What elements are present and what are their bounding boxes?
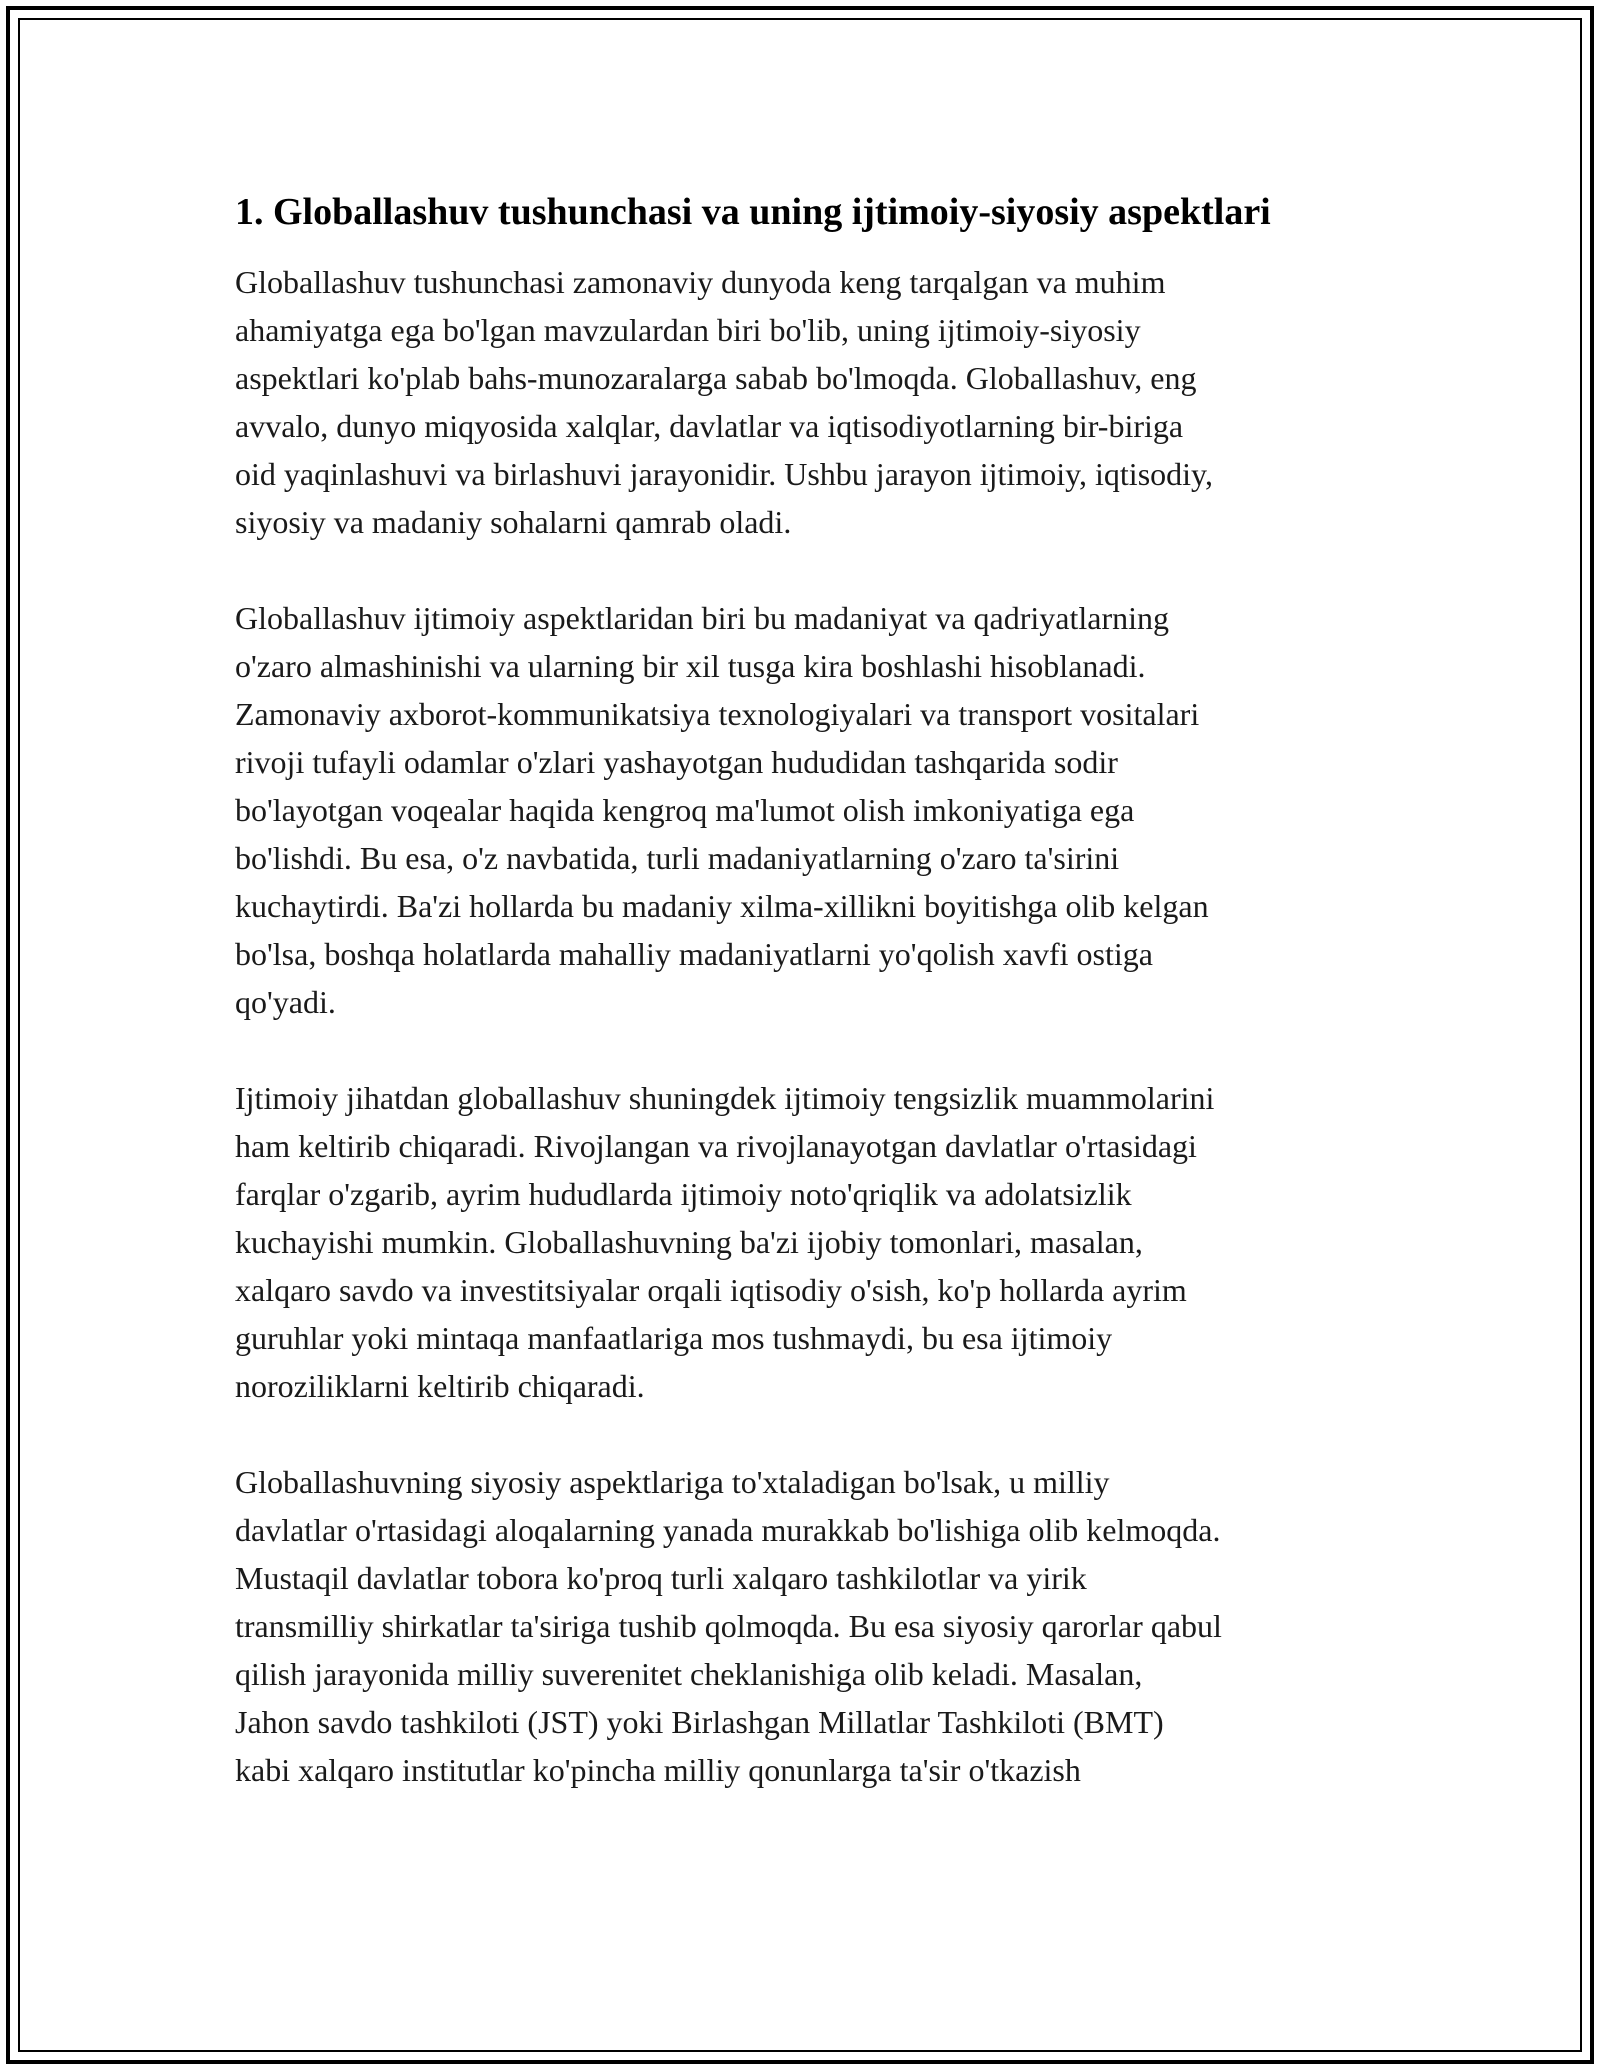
section-heading: 1. Globallashuv tushunchasi va uning ijtimoiy-siyosiy aspektlari [235, 191, 1271, 233]
paragraph-2: Globallashuv ijtimoiy aspektlaridan biri bu madaniyat va qadriyatlarning o'zaro almashinishi va ularning bir xil tusga kira boshlashi hisoblanadi. Zamonaviy axborot-kommunikatsiya texnologiyalari va transport vositalari rivoji tufayli odamlar o'zlari yashayotgan hududidan tashqarida sodir bo'layotgan voqealar haqida kengroq ma'lumot olish imkoniyatiga ega bo'lishdi. Bu esa, o'z navbatida, turli madaniyatlarning o'zaro ta'sirini kuchaytirdi. Ba'zi hollarda bu madaniy xilma-xillikni boyitishga olib kelgan bo'lsa, boshqa holatlarda mahalliy madaniyatlarni yo'qolish xavfi ostiga qo'yadi. [235, 600, 1209, 1020]
paragraph-4: Globallashuvning siyosiy aspektlariga to'xtaladigan bo'lsak, u milliy davlatlar o'rtasidagi aloqalarning yanada murakkab bo'lishiga olib kelmoqda. Mustaqil davlatlar tobora ko'proq turli xalqaro tashkilotlar va yirik transmilliy shirkatlar ta'siriga tushib qolmoqda. Bu esa siyosiy qarorlar qabul qilish jarayonida milliy suverenitet cheklanishiga olib keladi. Masalan, Jahon savdo tashkiloti (JST) yoki Birlashgan Millatlar Tashkiloti (BMT) kabi xalqaro institutlar ko'pincha milliy qonunlarga ta'sir o'tkazish [235, 1464, 1222, 1788]
document-body [235, 185, 1385, 1842]
paragraph-3: Ijtimoiy jihatdan globallashuv shuningdek ijtimoiy tengsizlik muammolarini ham keltirib chiqaradi. Rivojlangan va rivojlanayotgan davlatlar o'rtasidagi farqlar o'zgarib, ayrim hududlarda ijtimoiy noto'qriqlik va adolatsizlik kuchayishi mumkin. Globallashuvning ba'zi ijobiy tomonlari, masalan, xalqaro savdo va investitsiyalar orqali iqtisodiy o'sish, ko'p hollarda ayrim guruhlar yoki mintaqa manfaatlariga mos tushmaydi, bu esa ijtimoiy noroziliklarni keltirib chiqaradi. [235, 1080, 1215, 1404]
paragraph-1: Globallashuv tushunchasi zamonaviy dunyoda keng tarqalgan va muhim ahamiyatga ega bo'lgan mavzulardan biri bo'lib, uning ijtimoiy-siyosiy aspektlari ko'plab bahs-munozaralarga sabab bo'lmoqda. Globallashuv, eng avvalo, dunyo miqyosida xalqlar, davlatlar va iqtisodiyotlarning bir-biriga oid yaqinlashuvi va birlashuvi jarayonidir. Ushbu jarayon ijtimoiy, iqtisodiy, siyosiy va madaniy sohalarni qamrab oladi. [235, 264, 1213, 540]
